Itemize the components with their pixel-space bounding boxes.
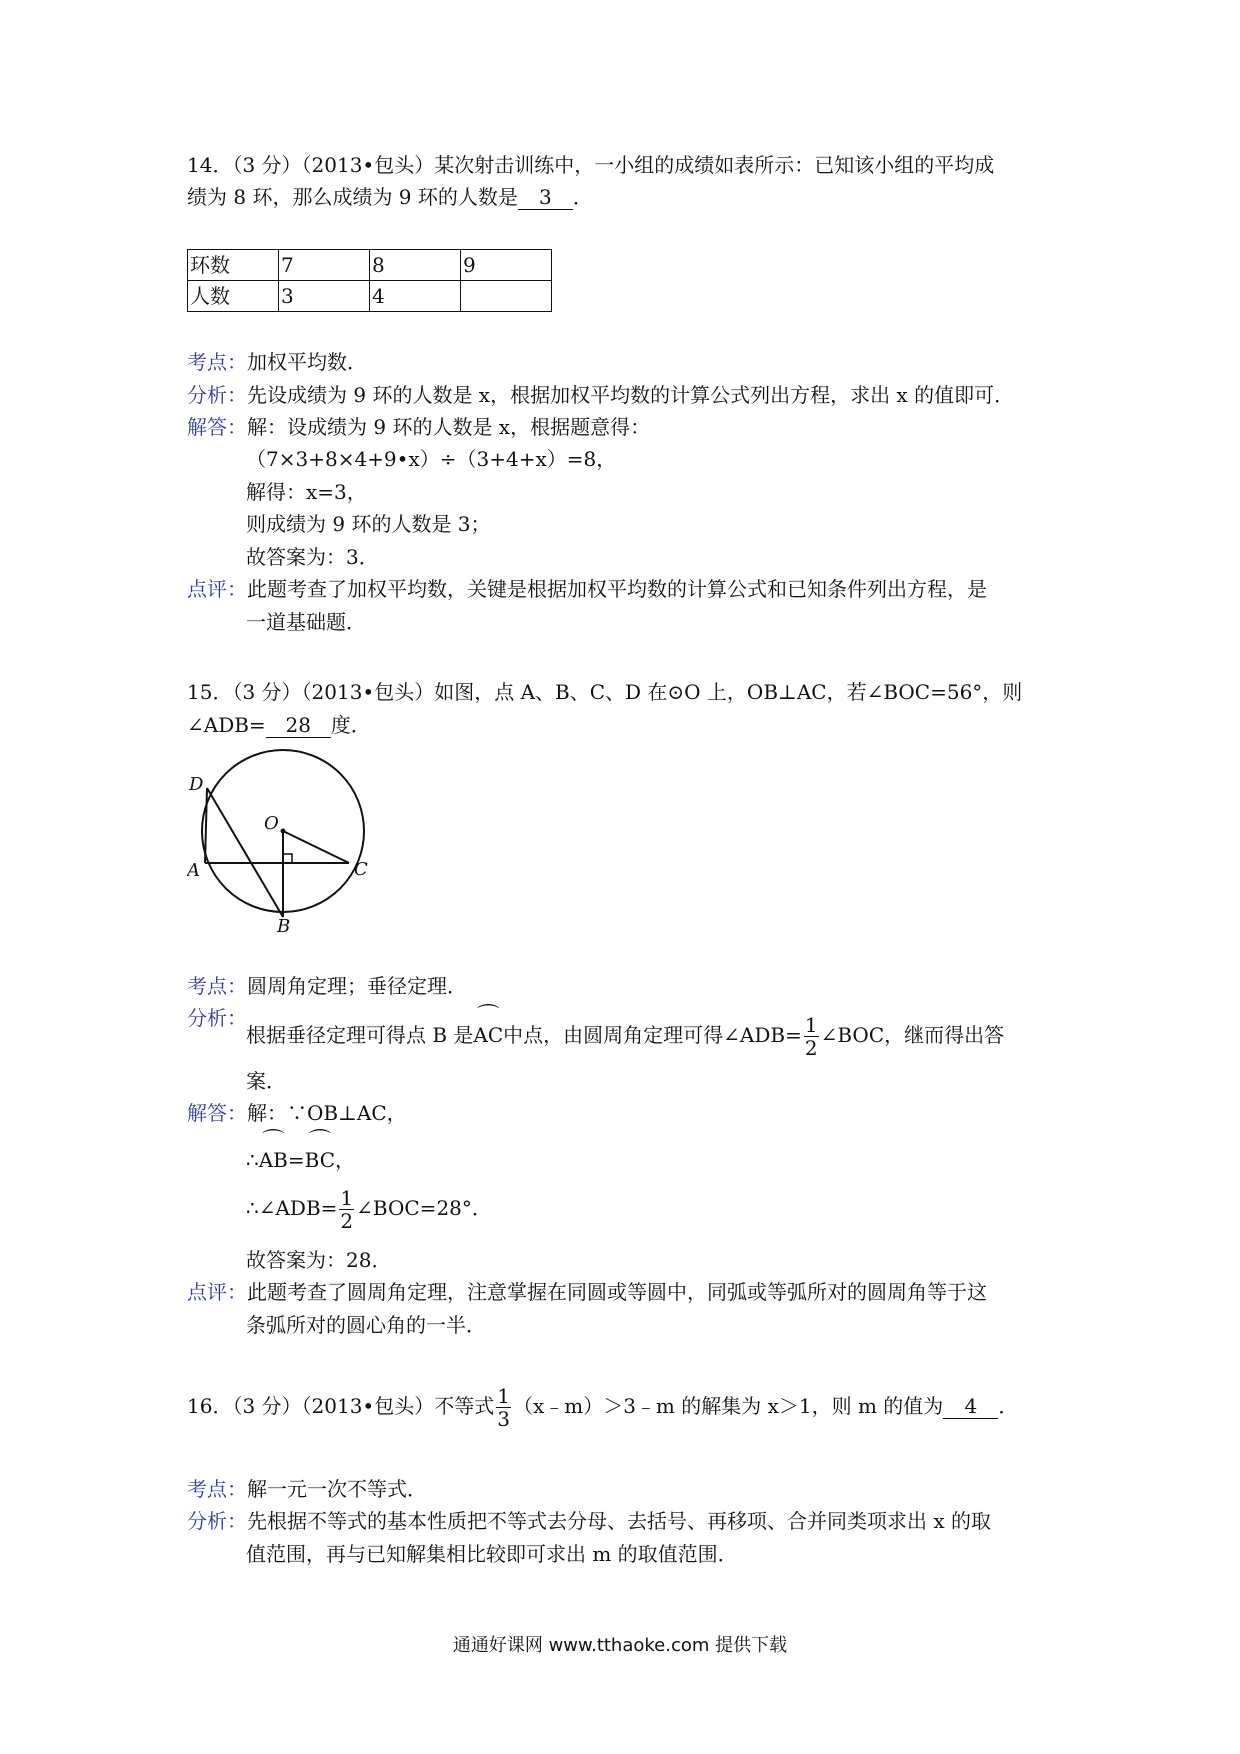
- q15-fenxi-line2: 案．: [246, 1069, 286, 1093]
- q14-jieda-line: （7×3+8×4+9•x）÷（3+4+x）=8，: [246, 447, 617, 471]
- q16-text-end: ．: [998, 1394, 1019, 1418]
- table-cell: 8: [370, 250, 461, 281]
- segment-da: [205, 788, 207, 863]
- q15-dianping-line2: 条弧所对的圆心角的一半．: [246, 1313, 486, 1337]
- q14-jieda-line: 则成绩为 9 环的人数是 3；: [246, 512, 491, 536]
- q14-jieda-line: 解得：x=3，: [246, 480, 367, 504]
- q15-dianping: [187, 1277, 987, 1307]
- jieda-label: 解答：: [187, 1101, 247, 1125]
- fraction-numerator: 1: [804, 1013, 818, 1037]
- table-cell: [461, 281, 552, 312]
- label-o: O: [264, 813, 279, 834]
- q15-jieda: [187, 1098, 407, 1128]
- kaodian-label: 考点：: [187, 1477, 247, 1501]
- fraction-denominator: 2: [804, 1036, 818, 1060]
- dianping-label: 点评：: [187, 1280, 247, 1304]
- q15-line2-end: 度．: [330, 713, 371, 737]
- center-dot: [281, 829, 286, 834]
- dianping-text: 此题考查了圆周角定理，注意掌握在同圆或等圆中，同弧或等弧所对的圆周角等于这: [247, 1280, 987, 1304]
- fenxi-text: 先设成绩为 9 环的人数是 x，根据加权平均数的计算公式列出方程，求出 x 的值即可．: [247, 383, 1015, 407]
- table-cell: 人数: [188, 281, 279, 312]
- label-d: D: [189, 774, 204, 795]
- fenxi-label: 分析：: [187, 383, 247, 407]
- q14-line1: 14．（3 分）（2013•包头）某次射击训练中，一小组的成绩如表所示：已知该小组的平均成: [187, 153, 995, 177]
- q14-answer: 3: [518, 185, 573, 210]
- table-cell: 4: [370, 281, 461, 312]
- label-c: C: [354, 859, 368, 880]
- q14-line2-end: ．: [572, 185, 593, 209]
- q16-answer: 4: [943, 1394, 998, 1419]
- q14-line2: [187, 182, 593, 212]
- jieda-text: 解：设成绩为 9 环的人数是 x，根据题意得：: [247, 415, 651, 439]
- kaodian-label: 考点：: [187, 350, 247, 374]
- table-row: [188, 250, 552, 281]
- fenxi-label: 分析：: [187, 1006, 247, 1030]
- kaodian-text: 加权平均数．: [247, 350, 367, 374]
- q15-kaodian: [187, 971, 467, 1001]
- q16-text-b: （x﹣m）＞3﹣m 的解集为 x＞1，则 m 的值为: [512, 1394, 944, 1418]
- arc-ac: ⌒ AC: [473, 1012, 503, 1058]
- right-angle-mark: [283, 854, 292, 863]
- segment-oc: [283, 831, 349, 863]
- segment-db: [207, 788, 283, 917]
- dianping-text: 此题考查了加权平均数，关键是根据加权平均数的计算公式和已知条件列出方程，是: [247, 577, 987, 601]
- jieda3-text-b: ∠BOC=28°．: [356, 1196, 492, 1220]
- fraction-third: [496, 1385, 511, 1430]
- table-cell: 9: [461, 250, 552, 281]
- circle-figure: [187, 745, 377, 935]
- fraction-denominator: 2: [340, 1209, 354, 1233]
- therefore-symbol: ∴: [246, 1148, 259, 1172]
- fenxi-label: 分析：: [187, 1509, 247, 1533]
- q14-jieda: [187, 412, 650, 442]
- jieda3-text-a: ∴∠ADB=: [246, 1196, 338, 1220]
- q14-kaodian: [187, 347, 367, 377]
- table-row: [188, 281, 552, 312]
- table-cell: 3: [279, 281, 370, 312]
- q16-fenxi-line2: 值范围，再与已知解集相比较即可求出 m 的取值范围．: [246, 1542, 738, 1566]
- equals-sign: =: [287, 1148, 305, 1172]
- kaodian-text: 圆周角定理；垂径定理．: [247, 974, 467, 998]
- jieda-text: 解：∵OB⊥AC，: [247, 1101, 407, 1125]
- fraction-denominator: 3: [497, 1407, 510, 1431]
- q15-line2: [187, 710, 371, 740]
- fraction-numerator: 1: [497, 1384, 510, 1408]
- jieda-label: 解答：: [187, 415, 247, 439]
- fenxi-text-c: ∠BOC，继而得出答: [820, 1023, 1005, 1047]
- q14-jieda-line: 故答案为：3．: [246, 545, 379, 569]
- q16-text-a: 16．（3 分）（2013•包头）不等式: [187, 1394, 495, 1418]
- q16-fenxi: [187, 1506, 991, 1536]
- q14-fenxi: [187, 380, 1014, 410]
- q15-line1: 15．（3 分）（2013•包头）如图，点 A、B、C、D 在⊙O 上，OB⊥AC，若∠BOC=56°，则: [187, 680, 1023, 704]
- q14-score-table: [187, 249, 552, 312]
- q14-dianping: [187, 574, 987, 604]
- q15-fenxi-line1: [246, 1012, 1004, 1059]
- q14-line2-text: 绩为 8 环，那么成绩为 9 环的人数是: [187, 185, 518, 209]
- kaodian-text: 解一元一次不等式．: [247, 1477, 427, 1501]
- fenxi-text-b: 中点，由圆周角定理可得∠ADB=: [503, 1023, 802, 1047]
- q14-dianping-line2: 一道基础题．: [246, 610, 366, 634]
- fraction-numerator: 1: [340, 1186, 354, 1210]
- q15-jieda-line3: [246, 1185, 492, 1232]
- q15-answer: 28: [266, 713, 331, 738]
- arc-ab: ⌒ AB: [259, 1145, 288, 1175]
- q16-kaodian: [187, 1474, 427, 1504]
- q15-line2-text: ∠ADB=: [187, 713, 266, 737]
- fraction-half: [339, 1187, 354, 1232]
- fraction-half: [804, 1014, 819, 1059]
- kaodian-label: 考点：: [187, 974, 247, 998]
- q15-jieda-line2: [246, 1145, 355, 1175]
- label-a: A: [187, 860, 200, 881]
- q16-line1: [187, 1383, 1018, 1430]
- q15-fenxi-label-line: [187, 1003, 247, 1033]
- label-b: B: [277, 916, 291, 935]
- q15-jieda-line4: 故答案为：28．: [246, 1248, 392, 1272]
- table-cell: 环数: [188, 250, 279, 281]
- dianping-label: 点评：: [187, 577, 247, 601]
- table-cell: 7: [279, 250, 370, 281]
- fenxi-text: 先根据不等式的基本性质把不等式去分母、去括号、再移项、合并同类项求出 x 的取: [247, 1509, 991, 1533]
- arc-bc: ⌒ BC: [305, 1145, 335, 1175]
- comma: ，: [335, 1148, 356, 1172]
- page-footer: 通通好课网 www.tthaoke.com 提供下载: [452, 1635, 788, 1656]
- fenxi-text-a: 根据垂径定理可得点 B 是: [246, 1023, 474, 1047]
